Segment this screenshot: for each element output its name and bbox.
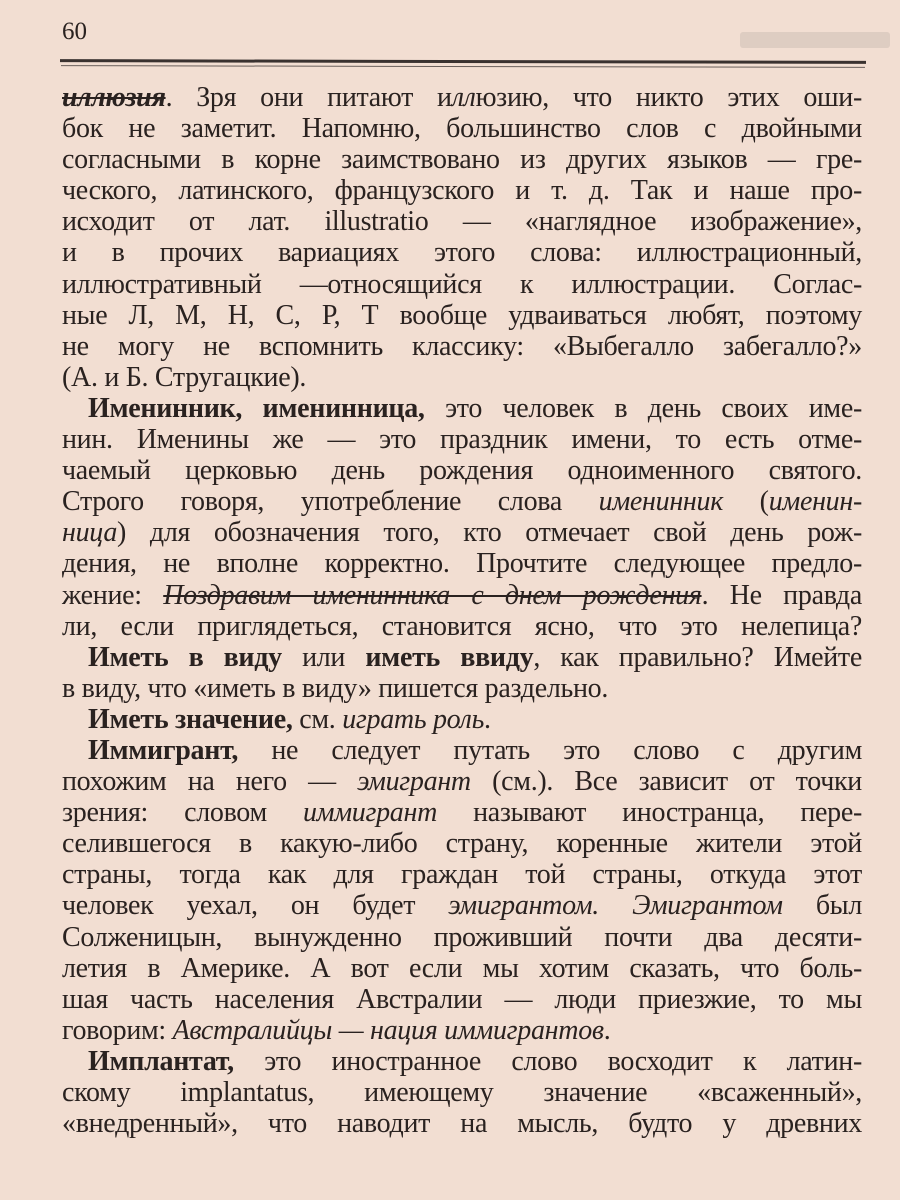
text-run: (см.). Все зависит от точки [470, 766, 862, 798]
page-body-text [62, 82, 862, 1139]
text-run: ные Л, М, Н, С, Р, Т вообще удваиваться любят, поэтому [62, 299, 862, 331]
text-line [62, 1108, 862, 1139]
text-run: жение: [62, 579, 164, 611]
text-line [62, 362, 862, 393]
italic-text: именинник [598, 486, 723, 518]
text-line [62, 766, 862, 797]
text-run: согласными в корне заимствовано из других языков — гре- [62, 144, 862, 176]
text-line [62, 455, 862, 486]
text-run: похожим на него — [62, 766, 358, 798]
text-run: ли, если приглядеться, становится ясно, что это нелепица? [62, 610, 862, 642]
text-run: дения, не вполне корректно. Прочтите следующее предло- [62, 548, 862, 580]
italic-text: ница [62, 517, 118, 549]
bold-term: иметь ввиду [365, 641, 534, 673]
italic-text: играть роль [342, 703, 485, 735]
text-run: . Зря они питают и [165, 82, 452, 113]
bold-term: Иммигрант, [88, 734, 239, 766]
text-run: иллюстративный —относящийся к иллюстрации. Соглас- [62, 268, 862, 300]
text-line [62, 548, 862, 579]
text-run: ( [723, 486, 769, 518]
text-line [62, 424, 862, 455]
text-run: говорим: [62, 1014, 173, 1046]
text-run: летия в Америке. А вот если мы хотим сказать, что боль- [62, 952, 862, 984]
text-line [62, 953, 862, 984]
text-line [62, 1015, 862, 1046]
text-run: называют иностранца, пере- [437, 797, 862, 829]
text-run: или [281, 641, 366, 673]
text-line [62, 580, 862, 611]
text-line [62, 300, 862, 331]
text-run: был [782, 890, 862, 922]
text-line [62, 922, 862, 953]
italic-text: эмигрантом. Эмигрантом [448, 890, 783, 922]
text-run: . [484, 703, 491, 735]
text-run: это иностранное слово восходит к латин- [233, 1045, 862, 1077]
text-run: чаемый церковью день рождения одноименного святого. [62, 455, 862, 487]
italic-text: Австралийцы — нация иммигрантов [172, 1014, 604, 1046]
text-line [62, 642, 862, 673]
text-line [62, 144, 862, 175]
italic-text: именин- [768, 486, 862, 518]
italic-text: лл [451, 82, 476, 113]
text-run: шая часть населения Австралии — люди приезжие, то мы [62, 983, 862, 1015]
page-number: 60 [62, 18, 87, 45]
text-line [62, 82, 862, 113]
text-run: скому implantatus, имеющему значение «всаженный», [62, 1077, 862, 1108]
text-line [62, 890, 862, 921]
text-line [62, 331, 862, 362]
text-run: . Не правда [701, 579, 862, 611]
text-run: это человек в день своих име- [424, 392, 862, 424]
text-line [62, 828, 862, 859]
text-run: в виду, что «иметь в виду» пишется раздельно. [62, 672, 609, 704]
text-line [62, 859, 862, 890]
text-run: (А. и Б. Стругацкие). [62, 361, 307, 393]
text-line [62, 673, 862, 704]
text-run: «внедренный», что наводит на мысль, будто у древних [62, 1108, 862, 1140]
header-rule [60, 59, 866, 64]
text-run: страны, тогда как для граждан той страны, откуда этот [62, 859, 862, 891]
text-line [62, 797, 862, 828]
text-line [62, 1077, 862, 1108]
text-run: бок не заметит. Напомню, большинство слов с двойными [62, 113, 862, 145]
text-run: человек уехал, он будет [62, 890, 449, 922]
italic-text: эмигрант [357, 766, 471, 798]
text-line [62, 393, 862, 424]
bold-term: Иметь значение, [88, 703, 293, 735]
bleed-through-running-head [740, 32, 890, 48]
text-run: не могу не вспомнить классику: «Выбегалло забегалло?» [62, 330, 862, 362]
text-line [62, 206, 862, 237]
text-line [62, 611, 862, 642]
text-run: селившегося в какую-либо страну, коренные жители этой [62, 828, 862, 860]
text-line [62, 984, 862, 1015]
text-run: ) для обозначения того, кто отмечает свой день рож- [117, 517, 862, 549]
text-run: Солженицын, вынужденно проживший почти два десяти- [62, 921, 862, 953]
text-run: нин. Именины же — это праздник имени, то есть отме- [62, 424, 862, 456]
text-run: зрения: словом [62, 797, 303, 829]
bold-term: Имплантат, [88, 1045, 234, 1077]
text-line [62, 1046, 862, 1077]
bold-term: Именинник, именинница, [88, 392, 425, 424]
text-run: ческого, латинского, французского и т. д. Так и наше про- [62, 175, 862, 207]
text-line [62, 486, 862, 517]
text-line [62, 735, 862, 766]
text-run: , как правильно? Имейте [533, 641, 862, 673]
text-run: юзию, что никто этих оши- [475, 82, 862, 113]
text-run: см. [292, 703, 343, 735]
text-line [62, 704, 862, 735]
text-line [62, 517, 862, 548]
text-run: не следует путать это слово с другим [238, 734, 862, 766]
text-run: . [603, 1014, 611, 1046]
bold-term: Иметь в виду [88, 641, 282, 673]
text-line [62, 269, 862, 300]
struck-term: иллюзия [62, 82, 166, 113]
text-line [62, 237, 862, 268]
text-run: исходит от лат. illustratio — «наглядное изображение», [62, 206, 862, 238]
text-run: и в прочих вариациях этого слова: иллюстрационный, [62, 237, 862, 269]
text-run: Строго говоря, употребление слова [62, 486, 599, 518]
text-line [62, 113, 862, 144]
text-line [62, 175, 862, 206]
struck-example: Поздравим именинника с днем рождения [163, 579, 702, 611]
italic-text: иммигрант [302, 797, 438, 829]
